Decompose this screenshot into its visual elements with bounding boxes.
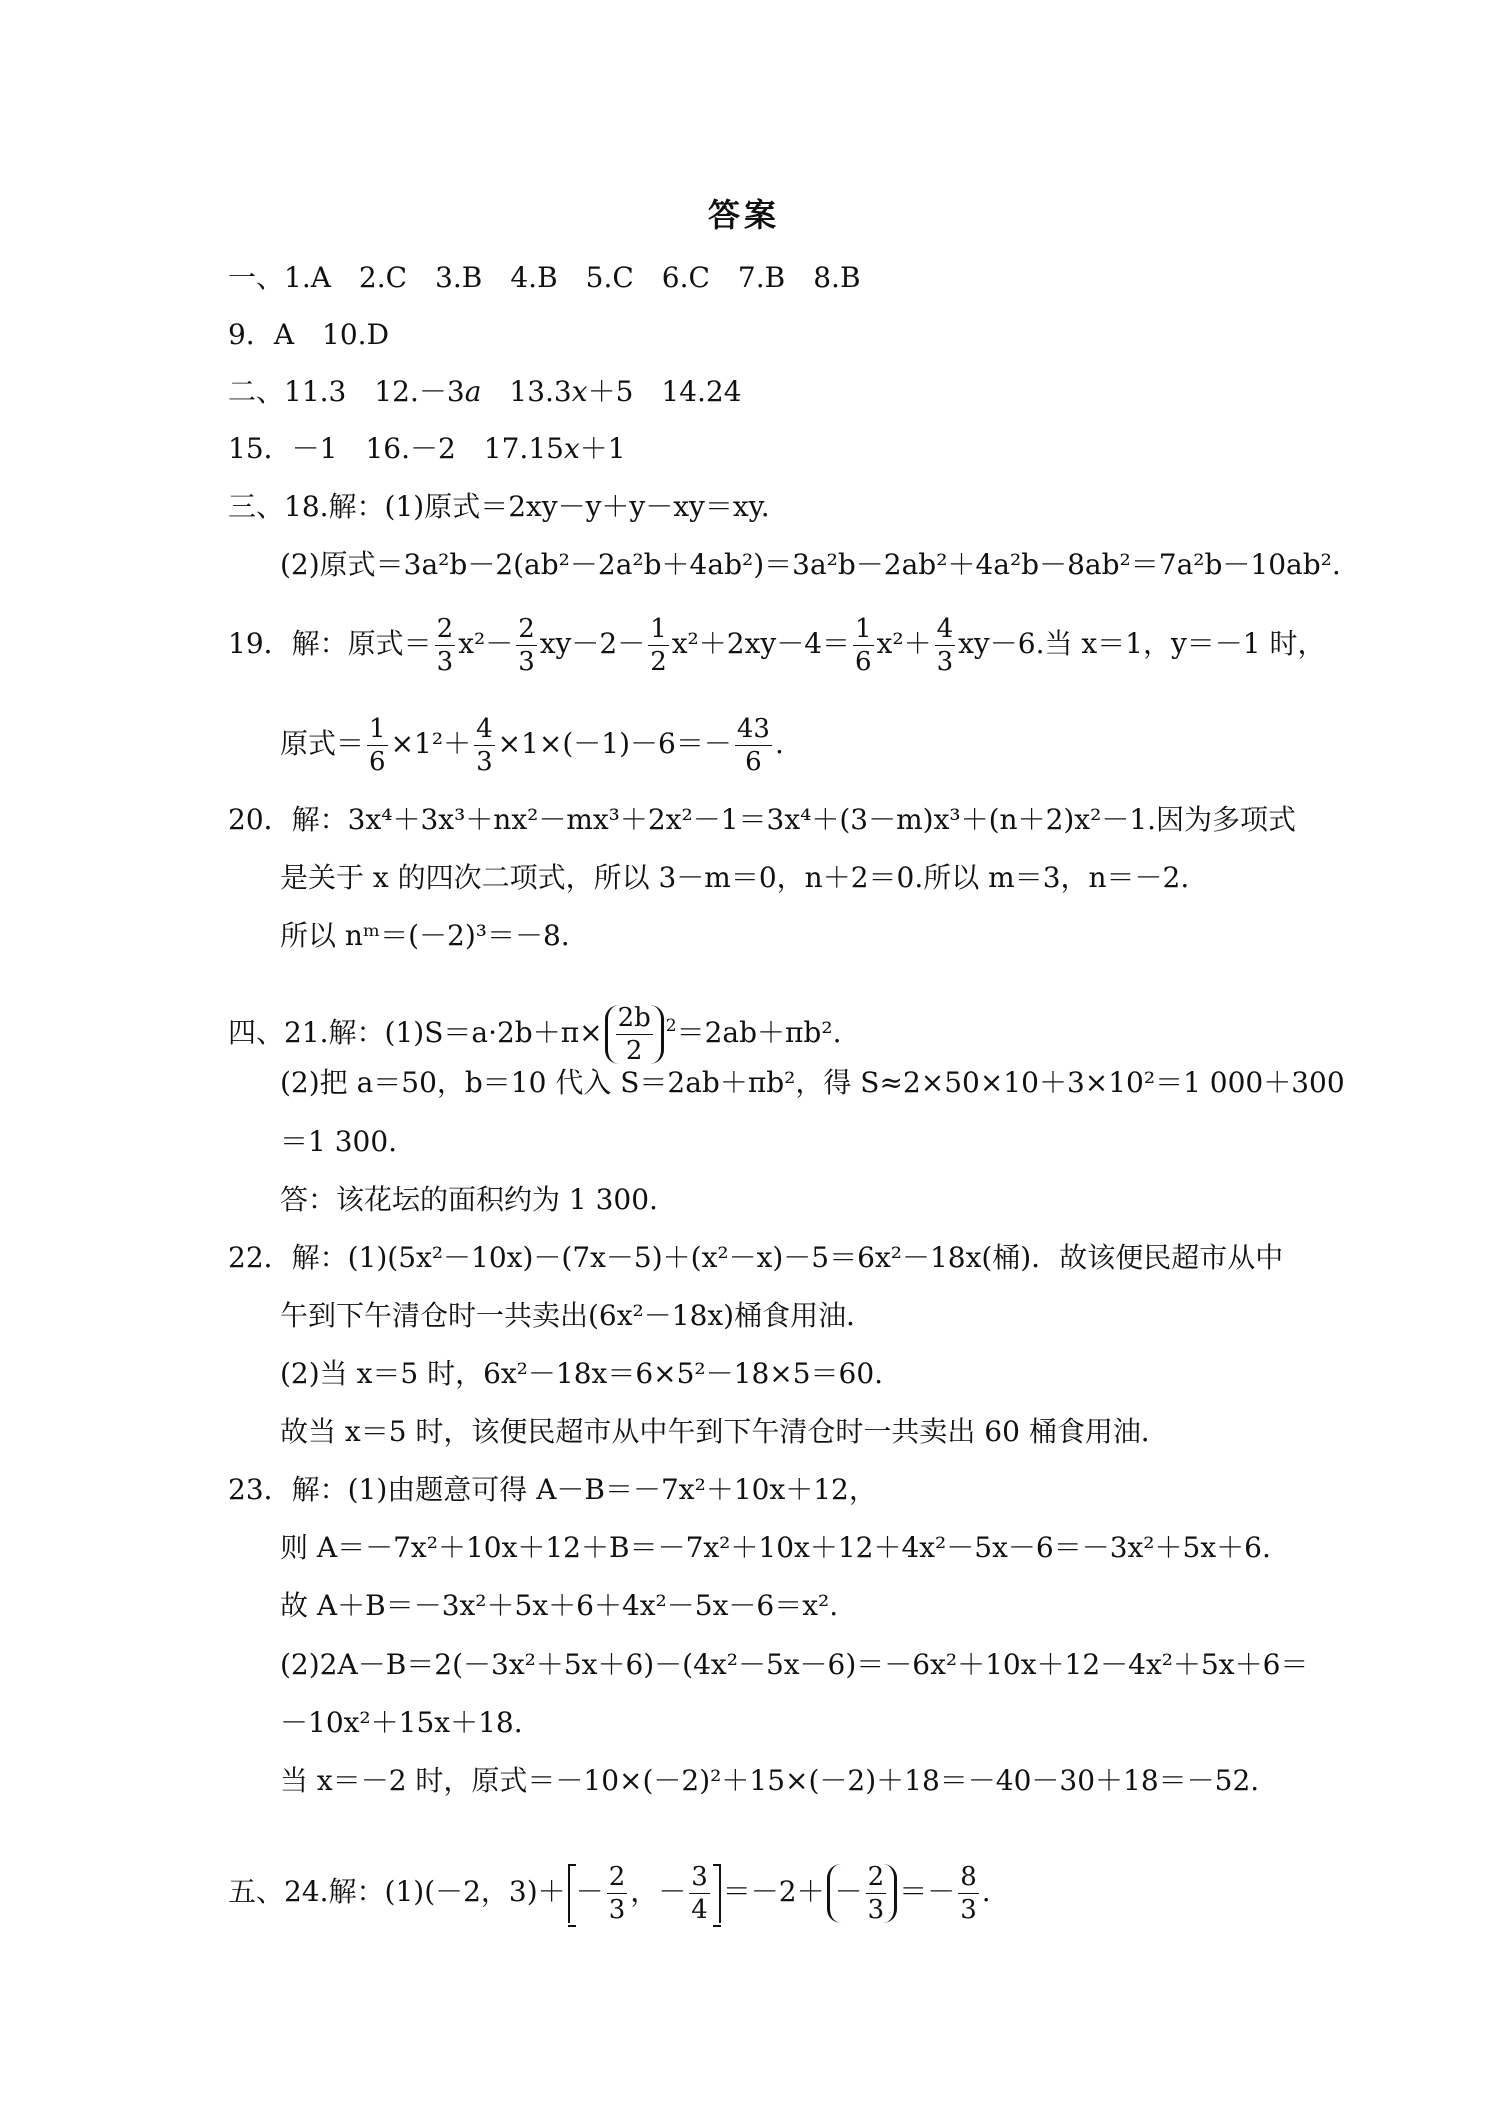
fraction — [735, 716, 772, 775]
answer-line-q22-4: 故当 x＝5 时，该便民超市从中午到下午清仓时一共卖出 60 桶食用油． — [280, 1415, 1169, 1448]
answer-line-q19-2 — [280, 716, 784, 775]
denominator: 3 — [436, 647, 454, 677]
text-segment: ×1×(－1)－6＝－ — [497, 727, 732, 760]
answer-line-q23-5: －10x²＋15x＋18. — [280, 1706, 523, 1739]
answer-line-q23-3: 故 A＋B＝－3x²＋5x＋6＋4x²－5x－6＝x². — [280, 1589, 839, 1622]
answer-line-q18-1: 三、18.解：(1)原式＝2xy－y＋y－xy＝xy. — [228, 490, 770, 523]
text-segment: 13.3 — [481, 375, 572, 408]
parenthesis — [605, 1005, 664, 1064]
fraction — [689, 1864, 710, 1923]
numerator: 8 — [960, 1862, 977, 1892]
fraction — [474, 716, 495, 775]
answer-line-fill-1 — [228, 372, 742, 412]
text-segment: － — [834, 1875, 863, 1908]
exponent: 2 — [665, 1016, 677, 1036]
text-segment: ＋1 — [579, 432, 626, 465]
numerator: 1 — [650, 614, 667, 644]
denominator: 2 — [625, 1036, 643, 1066]
text-segment: x²－ — [458, 627, 514, 660]
answer-line-q23-2: 则 A＝－7x²＋10x＋12＋B＝－7x²＋10x＋12＋4x²－5x－6＝－3x²＋5x＋6. — [280, 1531, 1271, 1564]
fraction — [853, 616, 874, 675]
numerator: 4 — [936, 614, 954, 644]
numerator: 2 — [518, 614, 535, 644]
fraction — [367, 716, 388, 775]
answer-line-mc-2: 9．A 10.D — [228, 318, 390, 351]
text-segment: ＝2ab＋πb². — [676, 1016, 842, 1049]
page-title: 答案 — [707, 196, 780, 234]
denominator: 3 — [960, 1895, 977, 1925]
answer-line-q23-1: 23．解：(1)由题意可得 A－B＝－7x²＋10x＋12， — [228, 1473, 877, 1506]
text-segment: 四、21.解：(1)S＝a·2b＋π× — [228, 1016, 603, 1049]
numerator: 2 — [867, 1862, 885, 1892]
numerator: 1 — [369, 714, 386, 744]
numerator: 2 — [608, 1862, 626, 1892]
bracket — [568, 1864, 721, 1923]
fraction — [935, 616, 956, 675]
denominator: 3 — [518, 647, 535, 677]
text-segment: 二、11.3 12.－3 — [228, 375, 465, 408]
text-segment: 19．解：原式＝ — [228, 627, 432, 660]
fraction — [616, 1005, 653, 1064]
answer-line-q21-3: ＝1 300. — [280, 1125, 398, 1158]
answer-line-q18-2: (2)原式＝3a²b－2(ab²－2a²b＋4ab²)＝3a²b－2ab²＋4a²b－8ab²＝7a²b－10ab². — [280, 548, 1341, 581]
variable: x — [563, 432, 580, 465]
text-segment: 原式＝ — [280, 727, 365, 760]
text-segment: ，－ — [630, 1875, 687, 1908]
answer-line-q19-1 — [228, 616, 1326, 675]
variable: a — [464, 375, 482, 408]
answer-line-q23-4: (2)2A－B＝2(－3x²＋5x＋6)－(4x²－5x－6)＝－6x²＋10x＋12－4x²＋5x＋6＝ — [280, 1648, 1309, 1681]
fraction — [607, 1864, 628, 1923]
answer-line-q22-2: 午到下午清仓时一共卖出(6x²－18x)桶食用油． — [280, 1299, 875, 1332]
answer-line-q21-2: (2)把 a＝50，b＝10 代入 S＝2ab＋πb²，得 S≈2×50×10＋3×10²＝1 000＋300 — [280, 1066, 1345, 1099]
denominator: 2 — [650, 647, 667, 677]
text-segment: ＝－ — [899, 1875, 956, 1908]
text-segment: xy－6.当 x＝1，y＝－1 时， — [958, 627, 1326, 660]
answer-line-q22-1: 22．解：(1)(5x²－10x)－(7x－5)＋(x²－x)－5＝6x²－18x(桶)．故该便民超市从中 — [228, 1241, 1284, 1274]
denominator: 6 — [855, 647, 872, 677]
denominator: 3 — [608, 1895, 626, 1925]
fraction — [435, 616, 456, 675]
denominator: 3 — [476, 747, 493, 777]
numerator: 1 — [855, 614, 872, 644]
answer-line-q20-2: 是关于 x 的四次二项式，所以 3－m＝0，n＋2＝0.所以 m＝3，n＝－2. — [280, 861, 1190, 894]
fraction — [958, 1864, 979, 1923]
text-segment: 五、24.解：(1)(－2，3)＋ — [228, 1875, 566, 1908]
answer-line-q21-1 — [228, 1005, 841, 1064]
denominator: 3 — [936, 647, 954, 677]
text-segment: x²＋2xy－4＝ — [671, 627, 851, 660]
answer-line-q24-1 — [228, 1864, 991, 1923]
text-segment: . — [981, 1875, 991, 1908]
text-segment: － — [575, 1875, 604, 1908]
answer-line-q21-4: 答：该花坛的面积约为 1 300. — [280, 1183, 658, 1216]
text-segment: . — [774, 727, 784, 760]
answer-line-q23-6: 当 x＝－2 时，原式＝－10×(－2)²＋15×(－2)＋18＝－40－30＋18＝－52. — [280, 1764, 1260, 1797]
answer-line-fill-2 — [228, 429, 626, 469]
denominator: 6 — [369, 747, 386, 777]
denominator: 4 — [691, 1895, 708, 1925]
fraction — [516, 616, 537, 675]
parenthesis — [827, 1864, 898, 1923]
numerator: 43 — [736, 714, 770, 744]
fraction — [866, 1864, 887, 1923]
numerator: 3 — [691, 1862, 708, 1892]
answer-line-mc-1: 一、1.A 2.C 3.B 4.B 5.C 6.C 7.B 8.B — [228, 261, 861, 294]
answer-line-q20-3: 所以 nᵐ＝(－2)³＝－8. — [280, 919, 570, 952]
numerator: 2b — [617, 1003, 651, 1033]
answer-line-q22-3: (2)当 x＝5 时，6x²－18x＝6×5²－18×5＝60. — [280, 1357, 884, 1390]
text-segment: 15．－1 16.－2 17.15 — [228, 432, 564, 465]
denominator: 3 — [867, 1895, 885, 1925]
fraction — [648, 616, 669, 675]
denominator: 6 — [745, 747, 762, 777]
text-segment: ＝－2＋ — [722, 1875, 825, 1908]
numerator: 4 — [476, 714, 493, 744]
variable: x — [571, 375, 588, 408]
text-segment: ×1²＋ — [390, 727, 472, 760]
text-segment: xy－2－ — [539, 627, 646, 660]
numerator: 2 — [436, 614, 454, 644]
text-segment: x²＋ — [876, 627, 932, 660]
answer-line-q20-1: 20．解：3x⁴＋3x³＋nx²－mx³＋2x²－1＝3x⁴＋(3－m)x³＋(n＋2)x²－1.因为多项式 — [228, 803, 1297, 836]
text-segment: ＋5 14.24 — [587, 375, 742, 408]
